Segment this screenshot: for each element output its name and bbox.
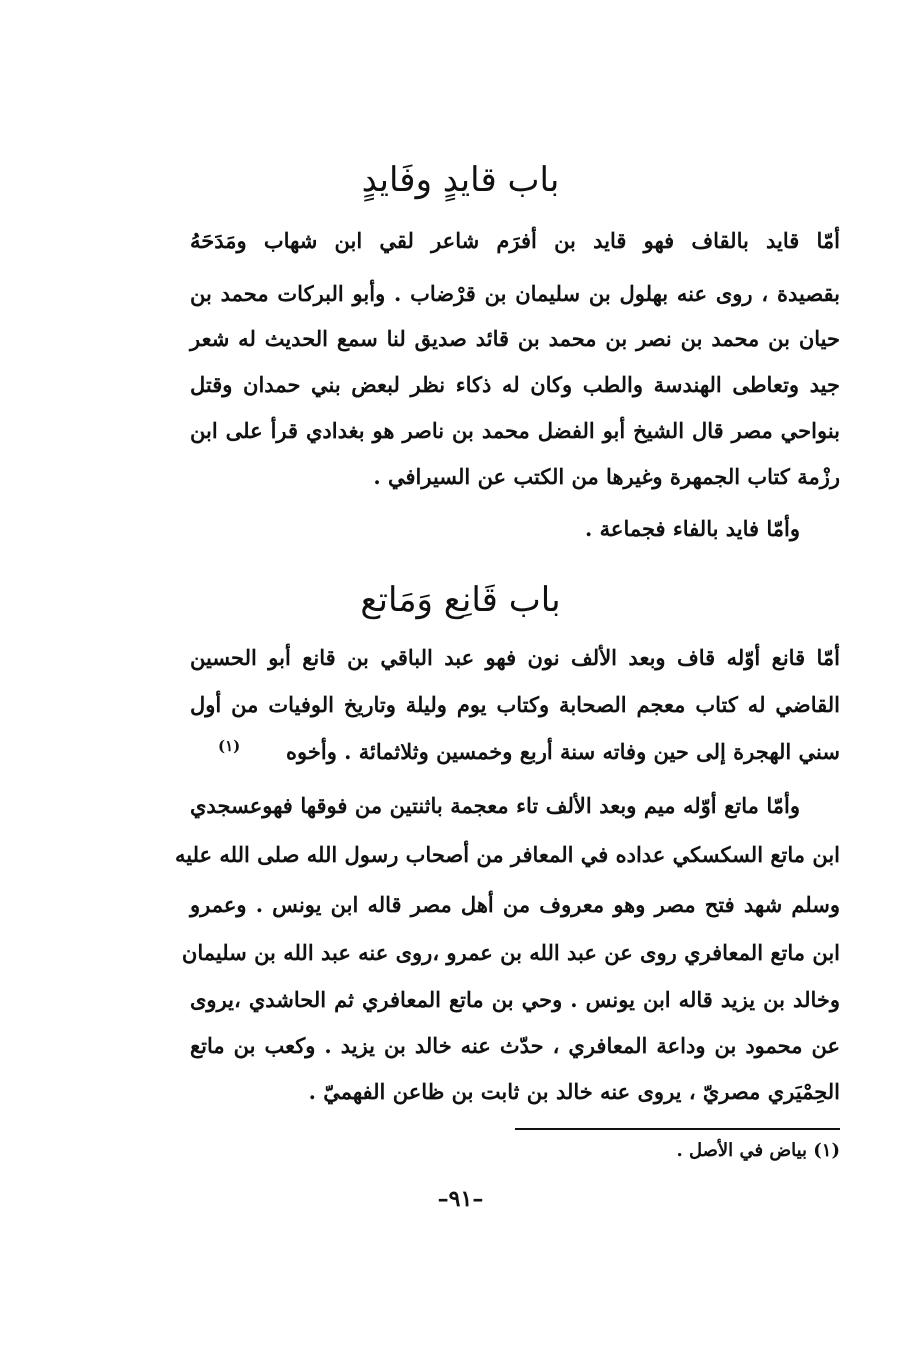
footnote-reference: (١) <box>218 737 241 755</box>
text-line: بقصيدة ، روى عنه بهلول بن سليمان بن قرْضاب . وأبو البركات محمد بن <box>190 281 840 306</box>
text-line: وسلم شهد فتح مصر وهو معروف من أهل مصر قاله ابن يونس . وعمرو <box>190 892 840 917</box>
text-line: ابن ماتع السكسكي عداده في المعافر من أصحاب رسول الله صلى الله عليه <box>175 842 840 867</box>
text-line: الحِمْيَري مصريّ ، يروى عنه خالد بن ثابت بن ظاعن الفهميّ . <box>308 1079 840 1104</box>
section-heading-qayid-fayid: باب قايدٍ وفَايدٍ <box>361 160 560 200</box>
text-line: حيان بن محمد بن نصر بن محمد بن قائد صديق لنا سمع الحديث له شعر <box>190 326 840 351</box>
section-heading-qani-mati: باب قَانِع وَمَاتع <box>360 580 561 620</box>
text-line: رزْمة كتاب الجمهرة وغيرها من الكتب عن السيرافي . <box>373 464 840 489</box>
text-line: سني الهجرة إلى حين وفاته سنة أربع وخمسين وثلاثمائة . وأخوه <box>286 739 840 764</box>
text-line: أمّا قايد بالقاف فهو قايد بن أفرَم شاعر لقي ابن شهاب ومَدَحَهُ <box>190 228 840 253</box>
footnote-divider <box>515 1128 840 1130</box>
page-number: –٩١– <box>437 1186 484 1212</box>
text-line: عن محمود بن وداعة المعافري ، حدّث عنه خالد بن يزيد . وكعب بن ماتع <box>190 1033 840 1058</box>
text-line: القاضي له كتاب معجم الصحابة وكتاب يوم وليلة وتاريخ الوفيات من أول <box>190 692 840 717</box>
text-line: أمّا قانع أوّله قاف وبعد الألف نون فهو عبد الباقي بن قانع أبو الحسين <box>190 645 840 670</box>
text-line: وأمّا ماتع أوّله ميم وبعد الألف تاء معجمة باثنتين من فوقها فهوعسجدي <box>190 793 800 818</box>
text-line: بنواحي مصر قال الشيخ أبو الفضل محمد بن ناصر هو بغدادي قرأ على ابن <box>190 418 840 443</box>
footnote: (١) بياض في الأصل . <box>676 1140 840 1161</box>
text-line: وخالد بن يزيد قاله ابن يونس . وحي بن ماتع المعافري ثم الحاشدي ،يروى <box>190 987 840 1012</box>
paragraph-fayid: وأمّا فايد بالفاء فجماعة . <box>585 516 800 541</box>
text-line: ابن ماتع المعافري روى عن عبد الله بن عمرو ،روى عنه عبد الله بن سليمان <box>181 940 840 965</box>
text-line: جيد وتعاطى الهندسة والطب وكان له ذكاء نظر لبعض بني حمدان وقتل <box>190 372 840 397</box>
